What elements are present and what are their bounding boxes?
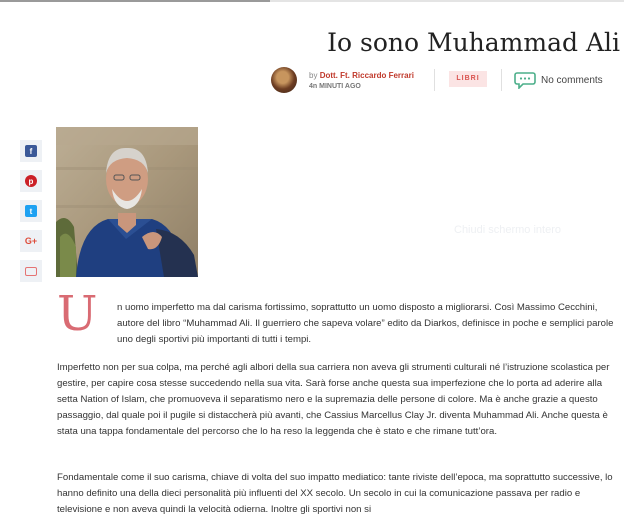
by-label: by [309,71,318,80]
time-label: MINUTI AGO [319,83,361,90]
dropcap: U [57,286,98,342]
author-link[interactable]: Dott. Ft. Riccardo Ferrari [319,71,414,80]
pinterest-icon: p [25,175,37,187]
pinterest-share-button[interactable] [20,170,42,192]
top-divider-accent [0,0,270,2]
intro-paragraph: n uomo imperfetto ma dal carisma fortissimo, soprattutto un uomo disposto a migliorarsi. Così Massimo Cecchini, autore del libro “Muhammad Ali. Il guerriero che sapeva volare” edito da Diarkos, definisce in poche e semplici parole uno degli sportivi più importanti di tutti i tempi. [117,302,614,345]
twitter-icon: t [25,205,37,217]
facebook-share-button[interactable] [20,140,42,162]
email-icon [25,267,37,276]
google-plus-share-button[interactable] [20,230,42,252]
facebook-icon: f [25,145,37,157]
category-tag[interactable]: LIBRI [449,71,487,87]
body-paragraph: Fondamentale come il suo carisma, chiave di volta del suo impatto mediatico: tante riviste dell’epoca, ma soprattutto successive, lo hanno definito una della dieci personalità più influenti del XX secolo. Un secolo in cui la comunicazione passava per radio e televisione e non aveva quindi la velocità odierna. Inoltre gli sportivi non si [57,472,613,515]
email-share-button[interactable] [20,260,42,282]
comment-bubble-icon[interactable] [514,71,536,89]
body-paragraph: Imperfetto non per sua colpa, ma perché agli albori della sua carriera non aveva gli strumenti culturali né l’istruzione scolastica per gestire, per capire cosa stesse succedendo nella sua vita. Sarà forse anche questa sua imperfezione che lo porta ad aderire alla setta Nation of Islam, che promuoveva il separatismo nero e la supremazia delle persone di colore. Ma è anche grazie a questo passaggio, dal quale poi il pugile si distaccherà più avanti, che Cassius Marcellus Clay Jr. diventa Muhammad Ali. Anche questa è stata una tappa fondamentale del percorso che lo ha reso la leggenda che è stato e che rimane tutt’ora. [57,362,610,437]
article-title: Io sono Muhammad Ali [327,28,620,57]
overlay-caption: Chiudi schermo intero [454,224,561,236]
author-photo [56,127,198,277]
twitter-share-button[interactable] [20,200,42,222]
byline [309,71,414,80]
meta-divider [434,69,435,91]
google-plus-icon: G+ [24,236,38,246]
share-bar [20,140,42,290]
author-avatar[interactable] [271,67,297,93]
comments-link[interactable]: No comments [541,75,603,86]
article-meta [271,66,621,98]
time-prefix: 4n [309,83,318,90]
meta-divider [501,69,502,91]
post-time [309,83,361,90]
portrait-image [56,127,198,277]
